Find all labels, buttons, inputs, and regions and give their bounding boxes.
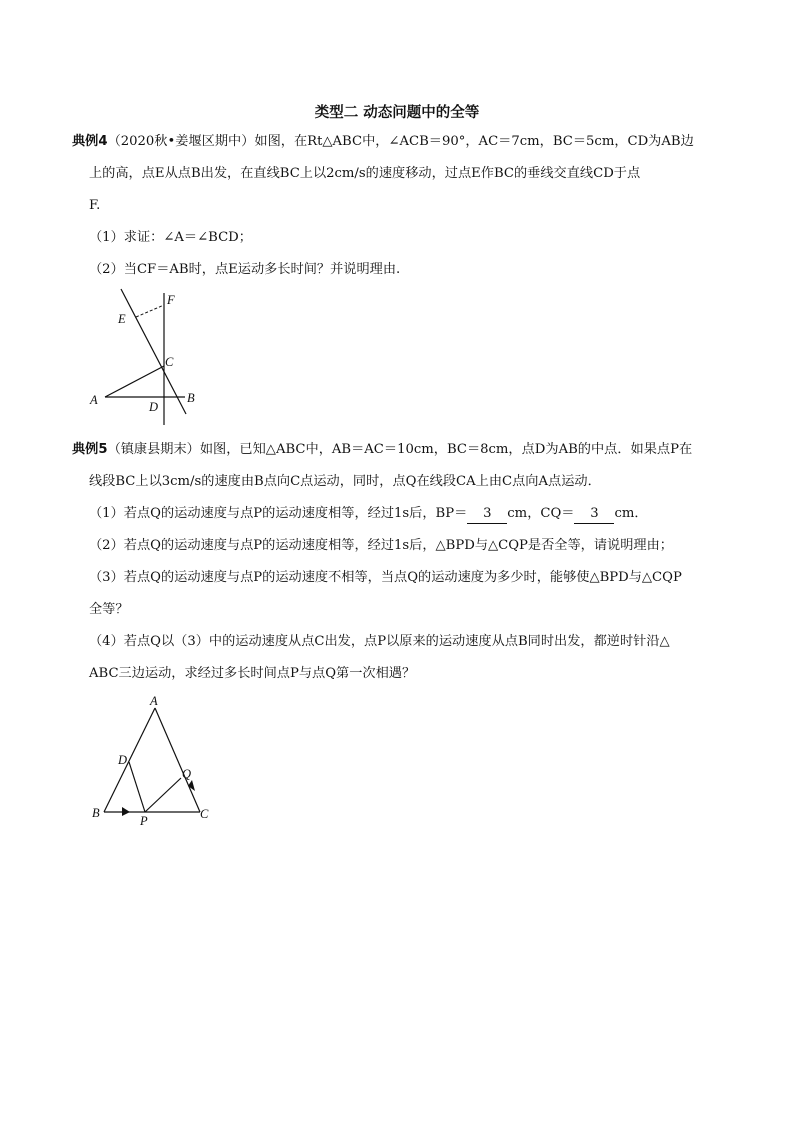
label-f: F — [167, 293, 175, 307]
example5-question4-line2: ABC三边运动，求经过多长时间点P与点Q第一次相遇？ — [89, 666, 416, 681]
example4-text1: 如图，在Rt△ABC中，∠ACB＝90°，AC＝7cm，BC＝5cm，CD为AB边 — [254, 134, 694, 149]
section-title: 类型二 动态问题中的全等 — [314, 105, 480, 121]
segment-ef — [136, 305, 164, 317]
example5-line2: 线段BC上以3cm/s的速度由B点向C点运动，同时，点Q在线段CA上由C点向A点运动． — [89, 474, 601, 489]
answer-blank-bp: 3 — [467, 505, 507, 524]
example4-label: 典例4 — [72, 134, 108, 149]
example5-line1 — [72, 441, 692, 459]
example5-label: 典例5 — [72, 442, 108, 457]
q1-text-a: （1）若点Q的运动速度与点P的运动速度相等，经过1s后，BP＝ — [89, 506, 468, 521]
label-d: D — [118, 753, 128, 767]
example5-figure — [88, 692, 218, 827]
example5-question1 — [89, 505, 648, 524]
example4-line2: 上的高，点E从点B出发，在直线BC上以2cm/s的速度移动，过点E作BC的垂线交直线CD于点 — [89, 166, 641, 181]
label-d: D — [149, 400, 159, 414]
arrow-q-icon — [188, 780, 195, 791]
answer-blank-cq: 3 — [574, 505, 614, 524]
q1-text-b: cm，CQ＝ — [507, 506, 575, 521]
label-c: C — [165, 355, 174, 369]
segment-pq — [145, 778, 181, 812]
label-e: E — [118, 312, 126, 326]
example4-question1: （1）求证：∠A＝∠BCD； — [89, 230, 252, 245]
example4-question2: （2）当CF＝AB时，点E运动多长时间？并说明理由. — [89, 262, 401, 277]
label-a: A — [90, 393, 98, 407]
label-b: B — [92, 806, 100, 820]
example5-question2: （2）若点Q的运动速度与点P的运动速度相等，经过1s后，△BPD与△CQP是否全等，请说明理由； — [89, 538, 673, 553]
example5-question3-line2: 全等？ — [89, 602, 129, 617]
example5-source: （镇康县期末） — [107, 442, 200, 457]
segment-dp — [129, 762, 145, 812]
label-c: C — [200, 807, 209, 821]
example4-line1 — [72, 133, 694, 151]
label-q: Q — [182, 767, 192, 781]
example5-question4-line1: （4）若点Q以（3）中的运动速度从点C出发，点P以原来的运动速度从点B同时出发，都逆时针沿△ — [89, 634, 670, 649]
label-a: A — [150, 694, 158, 708]
q1-text-c: cm． — [614, 506, 648, 521]
example4-line3: F. — [89, 198, 101, 213]
example5-text1: 如图，已知△ABC中，AB＝AC＝10cm，BC＝8cm，点D为AB的中点．如果点P在 — [199, 442, 693, 457]
example4-source: （2020秋•姜堰区期中） — [107, 134, 255, 149]
example5-question3-line1: （3）若点Q的运动速度与点P的运动速度不相等，当点Q的运动速度为多少时，能够使△BPD与△CQP — [89, 570, 682, 585]
side-ab — [104, 708, 155, 812]
example4-figure — [85, 285, 205, 430]
label-p: P — [140, 814, 148, 828]
label-b: B — [187, 391, 195, 405]
line-ec — [121, 289, 186, 414]
arrow-p-icon — [122, 807, 130, 816]
segment-ac — [105, 366, 164, 397]
